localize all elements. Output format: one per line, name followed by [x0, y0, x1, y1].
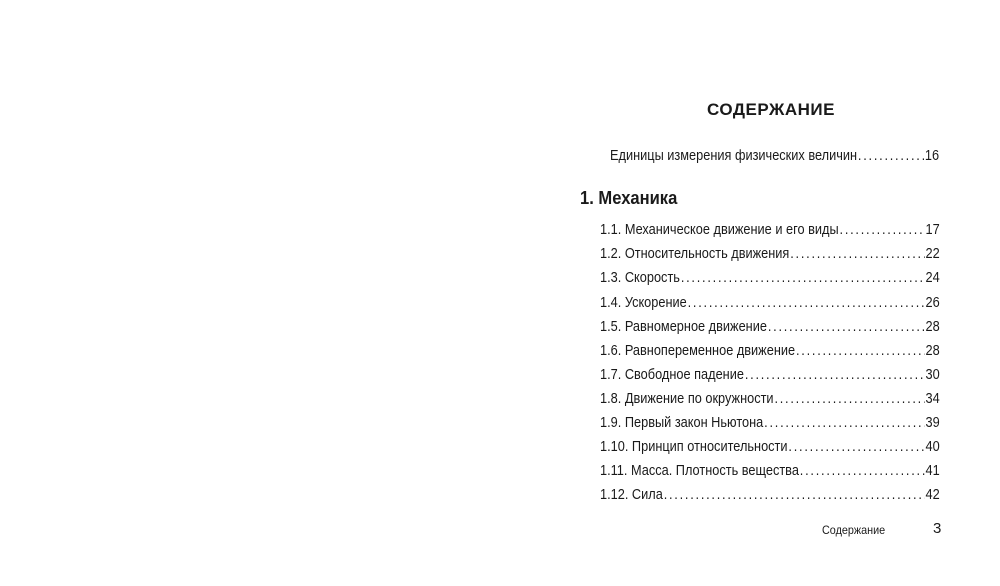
dot-leader: [745, 367, 925, 383]
toc-entry: [600, 367, 940, 383]
toc-entry-page: 34: [925, 391, 940, 407]
toc-entry: [600, 319, 940, 335]
page-number: 3: [933, 520, 942, 537]
toc-entry-page: 30: [925, 367, 940, 383]
toc-intro-line: [610, 148, 939, 164]
toc-entry-label: 1.5. Равномерное движение: [600, 319, 767, 335]
toc-entry: [600, 246, 940, 262]
right-page: [560, 0, 960, 586]
toc-entry-page: 26: [925, 295, 940, 311]
toc-entry-page: 42: [925, 487, 940, 503]
dot-leader: [681, 270, 925, 286]
toc-entry-page: 40: [925, 439, 940, 455]
dot-leader: [858, 148, 924, 164]
dot-leader: [840, 222, 925, 238]
toc-entry: [600, 463, 940, 479]
toc-entry-label: 1.11. Масса. Плотность вещества: [600, 463, 799, 479]
page-title: СОДЕРЖАНИЕ: [707, 100, 835, 119]
toc-entry-page: 28: [925, 319, 940, 335]
dot-leader: [790, 246, 924, 262]
dot-leader: [800, 463, 925, 479]
running-footer-title: Содержание: [822, 523, 886, 537]
toc-entry: [600, 343, 940, 359]
toc-entry-label: 1.3. Скорость: [600, 270, 680, 286]
toc-entry-label: 1.1. Механическое движение и его виды: [600, 222, 839, 238]
toc-entry-label: 1.4. Ускорение: [600, 295, 687, 311]
toc-entry-label: 1.7. Свободное падение: [600, 367, 744, 383]
dot-leader: [796, 343, 925, 359]
dot-leader: [768, 319, 925, 335]
toc-entry: [600, 222, 940, 238]
toc-entry-page: 28: [925, 343, 940, 359]
toc-entry-page: 41: [925, 463, 940, 479]
toc-entry-label: 1.2. Относительность движения: [600, 246, 790, 262]
dot-leader: [788, 439, 924, 455]
toc-entry-label: 1.8. Движение по окружности: [600, 391, 774, 407]
dot-leader: [774, 391, 924, 407]
toc-entry-label: 1.9. Первый закон Ньютона: [600, 415, 764, 431]
toc-entry-label: 1.12. Сила: [600, 487, 663, 503]
dot-leader: [688, 295, 925, 311]
toc-entry: [600, 487, 940, 503]
dot-leader: [764, 415, 924, 431]
toc-intro-page: 16: [924, 148, 940, 164]
toc-entry-label: 1.10. Принцип относительности: [600, 439, 788, 455]
toc-entry: [600, 295, 940, 311]
toc-entry: [600, 270, 940, 286]
toc-entry-page: 24: [925, 270, 940, 286]
dot-leader: [664, 487, 925, 503]
toc-entry-page: 22: [925, 246, 940, 262]
toc-entry-label: 1.6. Равнопеременное движение: [600, 343, 796, 359]
toc-entry: [600, 439, 940, 455]
toc-intro-label: Единицы измерения физических величин: [610, 148, 858, 164]
chapter-heading: 1. Механика: [580, 188, 678, 208]
toc-entry-page: 39: [925, 415, 940, 431]
toc-entry-page: 17: [925, 222, 940, 238]
toc-entry: [600, 391, 940, 407]
toc-entry: [600, 415, 940, 431]
